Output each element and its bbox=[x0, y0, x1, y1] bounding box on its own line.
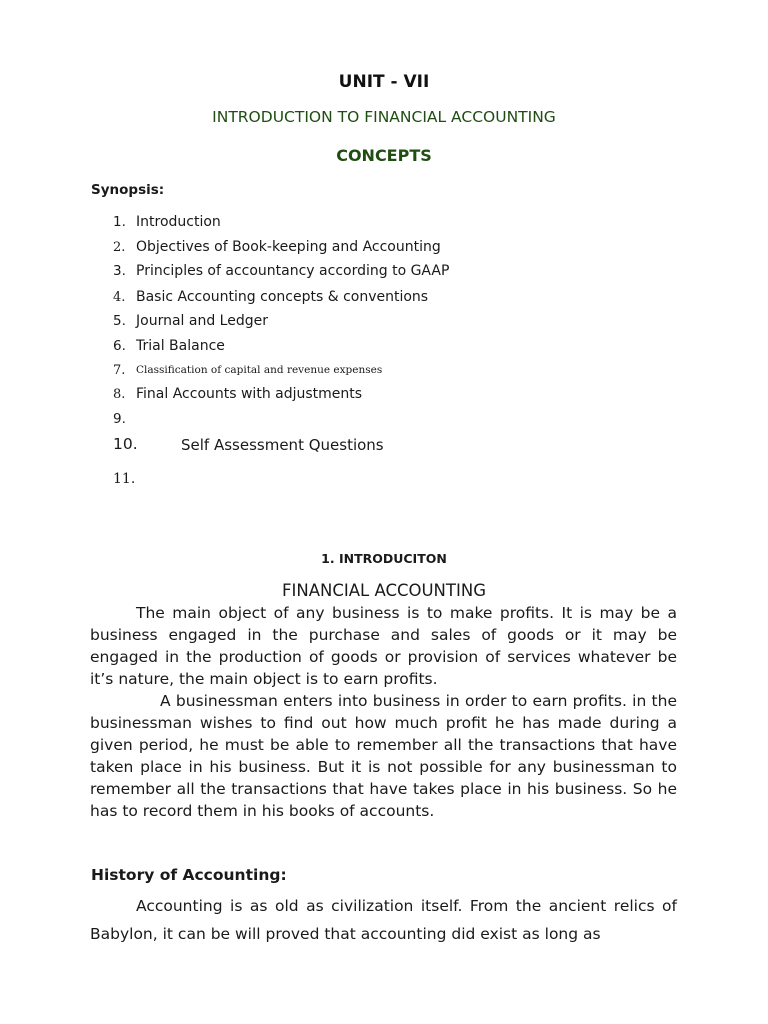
list-item: Classification of capital and revenue expenses bbox=[136, 364, 383, 376]
list-item: Objectives of Book-keeping and Accounting bbox=[136, 239, 441, 255]
list-item-number: 3. bbox=[113, 263, 126, 279]
list-item-number: 11. bbox=[113, 471, 136, 487]
history-heading: History of Accounting: bbox=[91, 866, 287, 884]
section-subheading: FINANCIAL ACCOUNTING bbox=[282, 581, 486, 600]
chapter-title: INTRODUCTION TO FINANCIAL ACCOUNTING bbox=[212, 108, 556, 126]
list-item-number: 1. bbox=[113, 214, 126, 230]
list-item: Basic Accounting concepts & conventions bbox=[136, 289, 429, 305]
list-item: Final Accounts with adjustments bbox=[136, 386, 363, 402]
list-item-number: 10. bbox=[113, 435, 138, 453]
list-item: Trial Balance bbox=[136, 338, 225, 354]
list-item-number: 4. bbox=[113, 290, 126, 305]
paragraph: The main object of any business is to make profits. It is may be a business engaged in the purchase and sales of goods or it may be engaged in the production of goods or provision of services whatever be it’s nature, the main object is to earn profits. bbox=[90, 604, 677, 688]
synopsis-label: Synopsis: bbox=[91, 182, 165, 198]
list-item: Self Assessment Questions bbox=[181, 436, 384, 454]
paragraph: A businessman enters into business in order to earn profits. in the businessman wishes to find out how much profit he has made during a given period, he must be able to remember all the transactions that have taken place in his business. But it is not possible for any businessman to remember all the transactions that have takes place in his business. So he has to record them in his books of accounts. bbox=[90, 692, 677, 820]
list-item-number: 6. bbox=[113, 338, 126, 354]
list-item-number: 9. bbox=[113, 411, 126, 427]
list-item: Introduction bbox=[136, 214, 221, 230]
list-item: Principles of accountancy according to GAAP bbox=[136, 263, 450, 279]
section-heading: 1. INTRODUCITON bbox=[321, 551, 447, 566]
paragraph: Accounting is as old as civilization itself. From the ancient relics of Babylon, it can be will proved that accounting did exist as long as bbox=[90, 897, 677, 943]
unit-title: UNIT - VII bbox=[338, 72, 430, 92]
list-item-number: 2. bbox=[113, 240, 126, 255]
list-item-number: 8. bbox=[113, 387, 126, 402]
list-item-number: 7. bbox=[113, 363, 126, 378]
list-item: Journal and Ledger bbox=[136, 313, 268, 329]
chapter-subtitle: CONCEPTS bbox=[336, 146, 432, 165]
list-item-number: 5. bbox=[113, 313, 126, 329]
